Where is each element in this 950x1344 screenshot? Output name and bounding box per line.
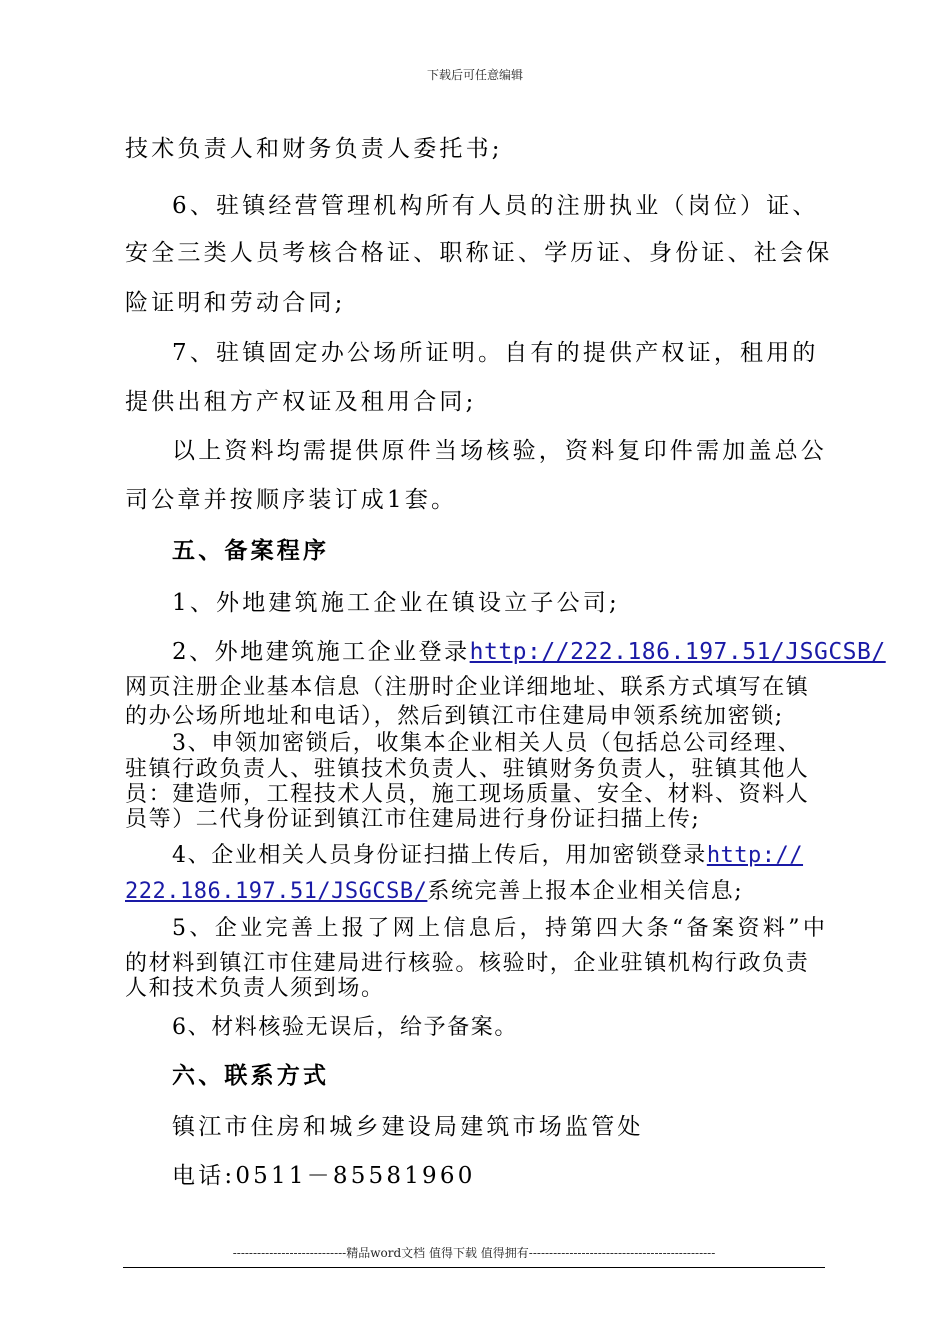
section5-item1: 1、外地建筑施工企业在镇设立子公司; <box>172 590 620 616</box>
section5-item3-line3: 员：建造师，工程技术人员，施工现场质量、安全、材料、资料人 <box>125 782 810 807</box>
section5-item2-prefix: 2、外地建筑施工企业登录 <box>172 639 470 665</box>
section5-item4-line2 <box>125 874 825 905</box>
section6-title: 六、联系方式 <box>172 1062 330 1089</box>
paragraph-intro-tail: 技术负责人和财务负责人委托书; <box>125 136 503 162</box>
section5-item2-line3: 的办公场所地址和电话），然后到镇江市住建局申领系统加密锁; <box>125 704 784 729</box>
paragraph-item6-line3: 险证明和劳动合同; <box>125 290 346 316</box>
jsgcsb-link-part1[interactable]: http:// <box>706 843 804 868</box>
section5-item3-line1: 3、申领加密锁后，收集本企业相关人员（包括总公司经理、 <box>172 731 802 756</box>
section5-item2-line2: 网页注册企业基本信息（注册时企业详细地址、联系方式填写在镇 <box>125 675 810 700</box>
paragraph-note-line2: 司公章并按顺序装订成1套。 <box>125 487 458 513</box>
section5-item4-prefix: 4、企业相关人员身份证扫描上传后，用加密锁登录 <box>172 843 707 868</box>
section5-item3-line2: 驻镇行政负责人、驻镇技术负责人、驻镇财务负责人，驻镇其他人 <box>125 757 810 782</box>
footer-divider <box>123 1267 825 1268</box>
jsgcsb-link-part2[interactable]: 222.186.197.51/JSGCSB/ <box>125 879 428 904</box>
section5-item2-line1 <box>172 633 886 666</box>
section5-item5-line1: 5、企业完善上报了网上信息后，持第四大条“备案资料”中 <box>172 916 829 941</box>
paragraph-item7-line2: 提供出租方产权证及租用合同; <box>125 389 477 415</box>
paragraph-item6-line1: 6、驻镇经营管理机构所有人员的注册执业（岗位）证、 <box>172 193 819 219</box>
section6-phone: 电话:0511－85581960 <box>172 1163 476 1189</box>
footer-note: ----------------------------精品word文档 值得下载 值得拥有---------------------------------------------- <box>232 1246 716 1260</box>
paragraph-note-line1: 以上资料均需提供原件当场核验，资料复印件需加盖总公 <box>172 438 827 464</box>
section5-item4-line1 <box>172 838 825 869</box>
section5-item4-suffix: 系统完善上报本企业相关信息; <box>427 879 744 904</box>
section5-item5-line3: 人和技术负责人须到场。 <box>125 976 385 1001</box>
section6-org: 镇江市住房和城乡建设局建筑市场监管处 <box>172 1114 644 1140</box>
section5-item6: 6、材料核验无误后，给予备案。 <box>172 1015 518 1040</box>
header-note: 下载后可任意编辑 <box>426 68 523 82</box>
section5-item3-line4: 员等）二代身份证到镇江市住建局进行身份证扫描上传; <box>125 807 701 832</box>
section5-title: 五、备案程序 <box>172 537 330 564</box>
jsgcsb-link[interactable]: http://222.186.197.51/JSGCSB/ <box>469 639 886 665</box>
paragraph-item7-line1: 7、驻镇固定办公场所证明。自有的提供产权证，租用的 <box>172 340 819 366</box>
paragraph-item6-line2: 安全三类人员考核合格证、职称证、学历证、身份证、社会保 <box>125 240 833 266</box>
section5-item5-line2: 的材料到镇江市住建局进行核验。核验时，企业驻镇机构行政负责 <box>125 951 810 976</box>
